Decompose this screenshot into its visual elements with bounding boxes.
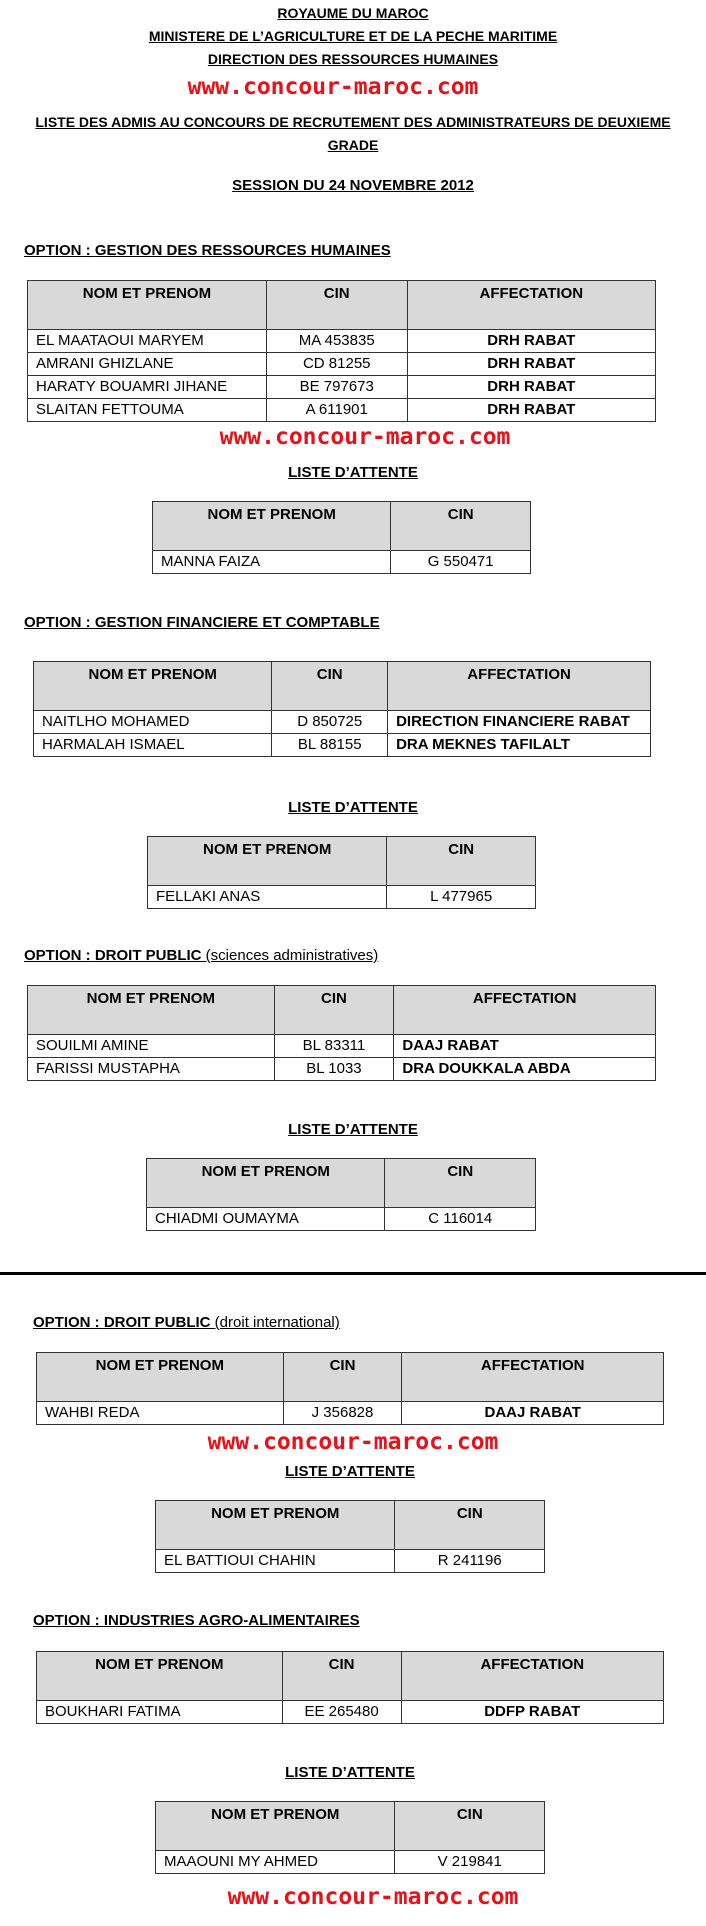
cell-affectation: DRA DOUKKALA ABDA <box>394 1058 656 1081</box>
cell-cin: J 356828 <box>283 1402 402 1425</box>
table-row <box>28 376 656 399</box>
cell-name: FELLAKI ANAS <box>148 886 387 909</box>
table-row <box>147 1208 536 1231</box>
cell-cin: BL 83311 <box>274 1035 394 1058</box>
waiting-list-title: LISTE D’ATTENTE <box>285 1764 415 1781</box>
table-row <box>37 1402 664 1425</box>
column-header-cin: CIN <box>395 1501 545 1550</box>
cell-affectation: DAAJ RABAT <box>402 1402 664 1425</box>
waiting-list-table <box>152 501 531 574</box>
cell-name: BOUKHARI FATIMA <box>37 1701 283 1724</box>
admis-table <box>27 985 656 1081</box>
column-header-name: NOM ET PRENOM <box>156 1501 395 1550</box>
waiting-list-title: LISTE D’ATTENTE <box>285 1463 415 1480</box>
table-row <box>148 886 536 909</box>
column-header-affectation: AFFECTATION <box>394 986 656 1035</box>
cell-affectation: DRH RABAT <box>407 399 655 422</box>
document-title <box>20 111 686 157</box>
table-row <box>34 734 651 757</box>
header-line-kingdom: ROYAUME DU MAROC <box>277 5 429 21</box>
column-header-name: NOM ET PRENOM <box>37 1652 283 1701</box>
cell-name: NAITLHO MOHAMED <box>34 711 272 734</box>
column-header-cin: CIN <box>387 837 536 886</box>
table-row <box>156 1851 545 1874</box>
option-prefix: OPTION : <box>24 242 95 259</box>
column-header-name: NOM ET PRENOM <box>34 662 272 711</box>
cell-cin: MA 453835 <box>266 330 407 353</box>
session-date: SESSION DU 24 NOVEMBRE 2012 <box>232 177 474 194</box>
column-header-name: NOM ET PRENOM <box>37 1353 284 1402</box>
column-header-name: NOM ET PRENOM <box>156 1802 395 1851</box>
waiting-list-table <box>147 836 536 909</box>
cell-cin: BL 88155 <box>272 734 388 757</box>
cell-affectation: DIRECTION FINANCIERE RABAT <box>388 711 651 734</box>
waiting-list-table <box>155 1500 545 1573</box>
column-header-affectation: AFFECTATION <box>407 281 655 330</box>
column-header-cin: CIN <box>266 281 407 330</box>
column-header-name: NOM ET PRENOM <box>28 986 275 1035</box>
option-heading <box>24 614 380 631</box>
option-heading <box>24 242 391 259</box>
page-divider <box>0 1272 706 1275</box>
option-title: DROIT PUBLIC <box>94 947 202 964</box>
admis-table <box>36 1651 664 1724</box>
cell-name: MANNA FAIZA <box>153 551 391 574</box>
cell-cin: EE 265480 <box>282 1701 401 1724</box>
option-heading <box>33 1314 340 1331</box>
cell-affectation: DAAJ RABAT <box>394 1035 656 1058</box>
waiting-list-title: LISTE D’ATTENTE <box>288 464 418 481</box>
cell-cin: R 241196 <box>395 1550 545 1573</box>
document-title-line-1: LISTE DES ADMIS AU CONCOURS DE RECRUTEMENT DES ADMINISTRATEURS DE DEUXIEME <box>35 114 671 130</box>
option-title: INDUSTRIES AGRO-ALIMENTAIRES <box>103 1612 360 1629</box>
admis-table <box>33 661 651 757</box>
option-prefix: OPTION : <box>33 1612 104 1629</box>
waiting-list-title: LISTE D’ATTENTE <box>288 1121 418 1138</box>
table-row <box>156 1550 545 1573</box>
column-header-cin: CIN <box>283 1353 402 1402</box>
cell-cin: CD 81255 <box>266 353 407 376</box>
cell-cin: L 477965 <box>387 886 536 909</box>
column-header-name: NOM ET PRENOM <box>147 1159 385 1208</box>
cell-cin: D 850725 <box>272 711 388 734</box>
cell-cin: BL 1033 <box>274 1058 394 1081</box>
option-prefix: OPTION : <box>24 947 95 964</box>
cell-name: HARATY BOUAMRI JIHANE <box>28 376 267 399</box>
option-note: (droit international) <box>210 1314 340 1331</box>
option-prefix: OPTION : <box>33 1314 104 1331</box>
table-row <box>28 399 656 422</box>
column-header-cin: CIN <box>395 1802 545 1851</box>
cell-affectation: DRH RABAT <box>407 330 655 353</box>
column-header-cin: CIN <box>385 1159 536 1208</box>
cell-affectation: DRA MEKNES TAFILALT <box>388 734 651 757</box>
cell-name: EL MAATAOUI MARYEM <box>28 330 267 353</box>
column-header-affectation: AFFECTATION <box>402 1353 664 1402</box>
option-title: GESTION DES RESSOURCES HUMAINES <box>94 242 391 259</box>
waiting-list-table <box>146 1158 536 1231</box>
table-row <box>153 551 531 574</box>
table-row <box>28 1058 656 1081</box>
waiting-list-title: LISTE D’ATTENTE <box>288 799 418 816</box>
column-header-cin: CIN <box>391 502 531 551</box>
option-heading <box>24 947 378 964</box>
watermark-text: www.concour-maroc.com <box>227 1884 519 1910</box>
column-header-name: NOM ET PRENOM <box>28 281 267 330</box>
cell-name: WAHBI REDA <box>37 1402 284 1425</box>
option-prefix: OPTION : <box>24 614 95 631</box>
watermark-text: www.concour-maroc.com <box>207 1429 499 1455</box>
column-header-cin: CIN <box>274 986 394 1035</box>
option-title: GESTION FINANCIERE ET COMPTABLE <box>94 614 380 631</box>
cell-cin: V 219841 <box>395 1851 545 1874</box>
option-title: DROIT PUBLIC <box>103 1314 211 1331</box>
cell-name: EL BATTIOUI CHAHIN <box>156 1550 395 1573</box>
header-line-direction: DIRECTION DES RESSOURCES HUMAINES <box>207 51 499 67</box>
cell-cin: A 611901 <box>266 399 407 422</box>
table-row <box>28 330 656 353</box>
column-header-cin: CIN <box>272 662 388 711</box>
cell-name: MAAOUNI MY AHMED <box>156 1851 395 1874</box>
table-row <box>34 711 651 734</box>
table-row <box>28 353 656 376</box>
cell-cin: BE 797673 <box>266 376 407 399</box>
cell-name: SLAITAN FETTOUMA <box>28 399 267 422</box>
option-note: (sciences administratives) <box>201 947 379 964</box>
column-header-name: NOM ET PRENOM <box>153 502 391 551</box>
cell-cin: C 116014 <box>385 1208 536 1231</box>
option-heading <box>33 1612 360 1629</box>
table-row <box>28 1035 656 1058</box>
column-header-affectation: AFFECTATION <box>401 1652 663 1701</box>
admis-table <box>36 1352 664 1425</box>
header-line-ministry: MINISTERE DE L’AGRICULTURE ET DE LA PECHE MARITIME <box>148 28 558 44</box>
cell-affectation: DDFP RABAT <box>401 1701 663 1724</box>
admis-table <box>27 280 656 422</box>
cell-affectation: DRH RABAT <box>407 353 655 376</box>
watermark-text: www.concour-maroc.com <box>219 424 511 450</box>
cell-cin: G 550471 <box>391 551 531 574</box>
column-header-cin: CIN <box>282 1652 401 1701</box>
cell-name: FARISSI MUSTAPHA <box>28 1058 275 1081</box>
watermark-text: www.concour-maroc.com <box>187 74 479 100</box>
document-title-line-2: GRADE <box>327 137 379 153</box>
table-row <box>37 1701 664 1724</box>
cell-name: SOUILMI AMINE <box>28 1035 275 1058</box>
waiting-list-table <box>155 1801 545 1874</box>
column-header-affectation: AFFECTATION <box>388 662 651 711</box>
cell-name: CHIADMI OUMAYMA <box>147 1208 385 1231</box>
cell-affectation: DRH RABAT <box>407 376 655 399</box>
column-header-name: NOM ET PRENOM <box>148 837 387 886</box>
cell-name: AMRANI GHIZLANE <box>28 353 267 376</box>
cell-name: HARMALAH ISMAEL <box>34 734 272 757</box>
